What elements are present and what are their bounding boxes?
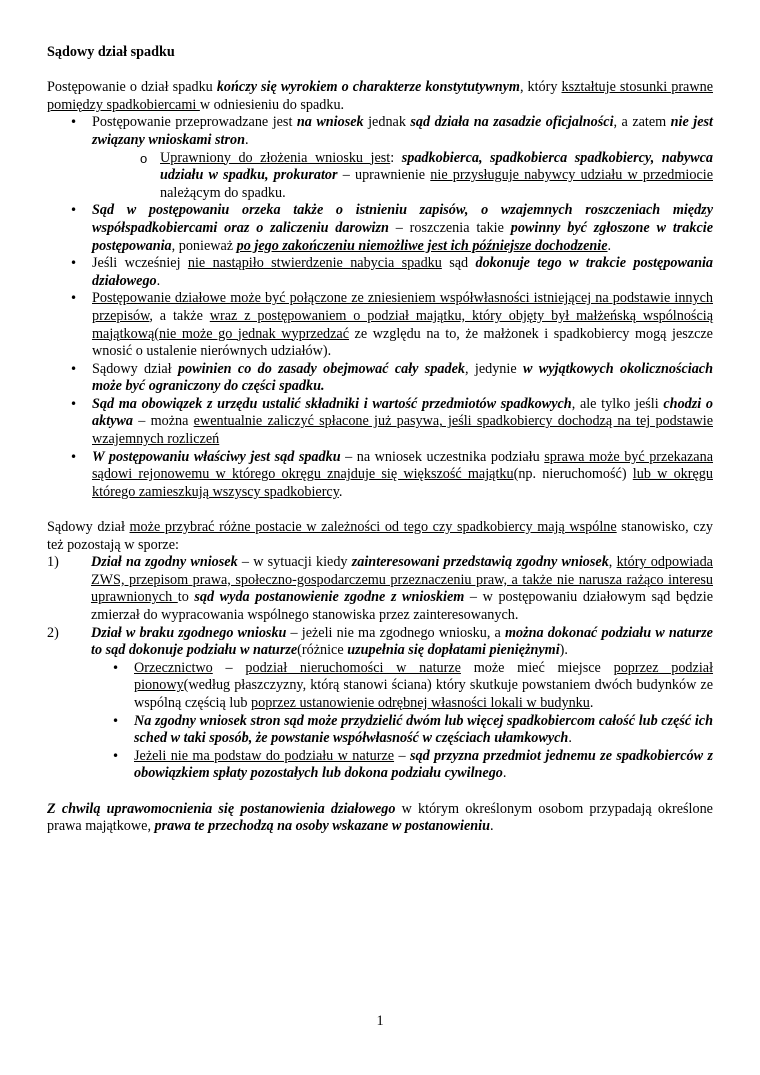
list-item <box>70 449 713 502</box>
sub-list <box>140 150 713 203</box>
list-item <box>112 748 713 783</box>
underlined-text: wraz z postępowaniem o podział majątku, który objęty był małżeńską wspólnością majątkową <box>92 307 713 342</box>
emphasis: Sąd ma obowiązek z urzędu ustalić składniki i wartość przedmiotów spadkowych <box>92 395 572 412</box>
sub-list-item <box>140 150 713 203</box>
underlined-text: ewentualnie zaliczyć spłacone już pasywa, jeśli spadkobiercy dochodzą na tej podstawie wzajemnych rozliczeń <box>92 413 713 448</box>
underlined-text: poprzez podział pionowy <box>134 659 714 694</box>
text: – jeżeli nie ma zgodnego wniosku, a <box>286 624 505 641</box>
underlined-text: sprawa może być przekazana sądowi rejonowemu w którego okręgu znajduje się większość majątku <box>92 448 713 483</box>
numbered-list <box>47 554 713 783</box>
underlined-text: podział nieruchomości w naturze <box>245 659 461 676</box>
text: , który <box>519 79 562 96</box>
list-item <box>70 114 713 202</box>
text: . <box>568 730 572 747</box>
emphasis: Dział na zgodny wniosek <box>91 554 238 571</box>
text: . <box>244 131 249 148</box>
text: , ponieważ <box>171 237 237 254</box>
text: Sądowy dział <box>92 360 178 377</box>
text: – roszczenia takie <box>388 219 511 236</box>
text: , ale tylko jeśli <box>571 395 664 412</box>
underlined-text: Orzecznictwo <box>134 659 213 676</box>
emphasis: można dokonać podziału w naturze to sąd dokonuje podziału w naturze <box>91 624 713 659</box>
text: , a zatem <box>613 114 671 131</box>
text: . <box>607 237 612 254</box>
text: , a także <box>149 307 210 324</box>
emphasis-underlined: po jego zakończeniu niemożliwe jest ich późniejsze dochodzenie <box>236 237 608 254</box>
list-item <box>70 361 713 396</box>
list-item <box>70 202 713 255</box>
list-item <box>112 713 713 748</box>
emphasis: Sąd w postępowaniu orzeka także o istnieniu zapisów, o wzajemnych roszczeniach między współspadkobiercami oraz o zaliczeniu darowizn <box>92 202 713 236</box>
list-item <box>70 396 713 449</box>
text: (różnice <box>297 642 348 659</box>
list-item <box>70 255 713 290</box>
underlined-text: Uprawniony do złożenia wniosku jest <box>160 149 391 166</box>
item-number: 1) <box>47 554 59 571</box>
text: (np. nieruchomość) <box>513 466 633 483</box>
list-item <box>70 290 713 360</box>
text: to <box>177 589 195 606</box>
text: , jedynie <box>465 360 523 377</box>
underlined-text: lub w okręgu którego zamieszkują wszyscy spadkobiercy <box>92 466 713 500</box>
underlined-text: kształtuje stosunki prawne pomiędzy spadkobiercami <box>47 79 713 113</box>
emphasis: na wniosek <box>296 114 364 131</box>
text: . <box>156 272 161 289</box>
list-item <box>112 660 713 713</box>
numbered-item <box>47 625 713 783</box>
item-number: 2) <box>47 624 59 641</box>
text: . <box>589 694 594 711</box>
emphasis: chodzi o aktywa <box>92 395 713 430</box>
bullet-list <box>112 660 713 783</box>
emphasis: Na zgodny wniosek stron sąd może przydzielić dwóm lub więcej spadkobiercom całość lub część ich sched w taki sposób, że powstanie współwłasność w częściach ułamkowych <box>134 712 713 747</box>
emphasis: uzupełnia się dopłatami pieniężnymi <box>347 642 560 659</box>
underlined-text: Postępowanie działowe może być połączone ze zniesieniem współwłasności istniejącej na podstawie innych przepisów <box>92 290 713 324</box>
emphasis: kończy się wyrokiem o charakterze konstytutywnym <box>216 79 520 96</box>
emphasis: W postępowaniu właściwy jest sąd spadku <box>92 448 341 465</box>
underlined-text: nie przysługuje nabywcy udziału w przedmiocie <box>430 167 713 184</box>
underlined-text: nie nastąpiło stwierdzenie nabycia spadku <box>187 255 442 272</box>
text: sąd <box>441 255 476 272</box>
emphasis: Z chwilą uprawomocnienia się postanowienia działowego <box>47 800 396 817</box>
underlined-text: może przybrać różne postacie w zależności od tego czy spadkobiercy mają wspólne <box>129 519 617 536</box>
emphasis: sąd przyzna przedmiot jednemu ze spadkobierców z obowiązkiem spłaty pozostałych lub dokona podziału cywilnego <box>134 747 714 782</box>
page-number: 1 <box>376 1013 384 1029</box>
intro-paragraph <box>47 79 713 114</box>
text: – w sytuacji kiedy <box>237 554 352 571</box>
text: w odniesieniu do spadku. <box>199 96 345 113</box>
bullet-list <box>70 114 713 501</box>
text: – <box>394 747 410 764</box>
text: – w postępowaniu działowym sąd będzie zmierzał do wypracowania wspólnego stanowiska przez zainteresowanych. <box>91 589 713 623</box>
text: – można <box>132 413 194 430</box>
emphasis: w wyjątkowych okolicznościach może być ograniczony do części spadku. <box>92 360 713 395</box>
text: – <box>212 659 246 676</box>
emphasis: spadkobierca, spadkobierca spadkobiercy, nabywca udziału w spadku, prokurator <box>160 149 713 184</box>
emphasis: sąd działa na zasadzie oficjalności <box>410 114 614 131</box>
text: należącym do spadku. <box>160 184 286 201</box>
text: . <box>489 818 494 835</box>
text: : <box>390 149 402 166</box>
text: Jeśli wcześniej <box>92 255 188 272</box>
emphasis: dokonuje tego w trakcie postępowania działowego <box>92 255 713 289</box>
document-page <box>47 44 713 836</box>
text: . <box>338 483 343 500</box>
text: Postępowanie przeprowadzane jest <box>92 114 297 131</box>
emphasis: prawa te przechodzą na osoby wskazane w postanowieniu <box>154 818 490 835</box>
underlined-text: poprzez ustanowienie odrębnej własności lokali w budynku <box>251 694 590 711</box>
emphasis: powinny być zgłoszone w trakcie postępowania <box>92 219 714 254</box>
emphasis: zainteresowani przedstawią zgodny wniosek <box>351 554 609 571</box>
text: . <box>502 765 507 782</box>
text: – uprawnienie <box>337 167 431 184</box>
text: ze względu na to, że małżonek i spadkobiercy mogą jeszcze wnosić o ustalenie nierównych udziałów). <box>92 325 713 360</box>
underlined-text: który odpowiada ZWS, przepisom prawa, społeczno-gospodarczemu przeznaczeniu praw, a także nie narusza rażąco interesu uprawnionych <box>91 554 713 606</box>
emphasis: nie jest związany wnioskami stron <box>92 114 713 148</box>
final-paragraph <box>47 801 713 836</box>
text: ). <box>559 642 568 659</box>
document-title: Sądowy dział spadku <box>47 44 175 60</box>
text: – na wniosek uczestnika podziału <box>340 448 545 465</box>
text: (według płaszczyzny, którą stanowi ściana) który skutkuje powstaniem dwóch budynków ze wspólną częścią lub <box>134 677 713 711</box>
text: Sądowy dział <box>47 519 130 536</box>
emphasis: Dział w braku zgodnego wniosku <box>91 624 287 641</box>
text: może mieć miejsce <box>460 659 614 676</box>
text: jednak <box>363 114 411 131</box>
emphasis: powinien co do zasady obejmować cały spadek <box>177 360 465 377</box>
underlined-text: Jeżeli nie ma podstaw do podziału w naturze <box>134 747 395 764</box>
text: Postępowanie o dział spadku <box>47 79 217 96</box>
numbered-item <box>47 554 713 624</box>
text: stanowisko, czy też pozostają w sporze: <box>47 519 713 553</box>
text: w którym określonym osobom przypadają określone prawa majątkowe, <box>47 800 713 835</box>
emphasis: sąd wyda postanowienie zgodne z wnioskiem <box>194 589 465 606</box>
text: , <box>608 554 617 571</box>
forms-paragraph <box>47 519 713 554</box>
underlined-text: (nie może go jednak wyprzedzać <box>154 325 349 342</box>
